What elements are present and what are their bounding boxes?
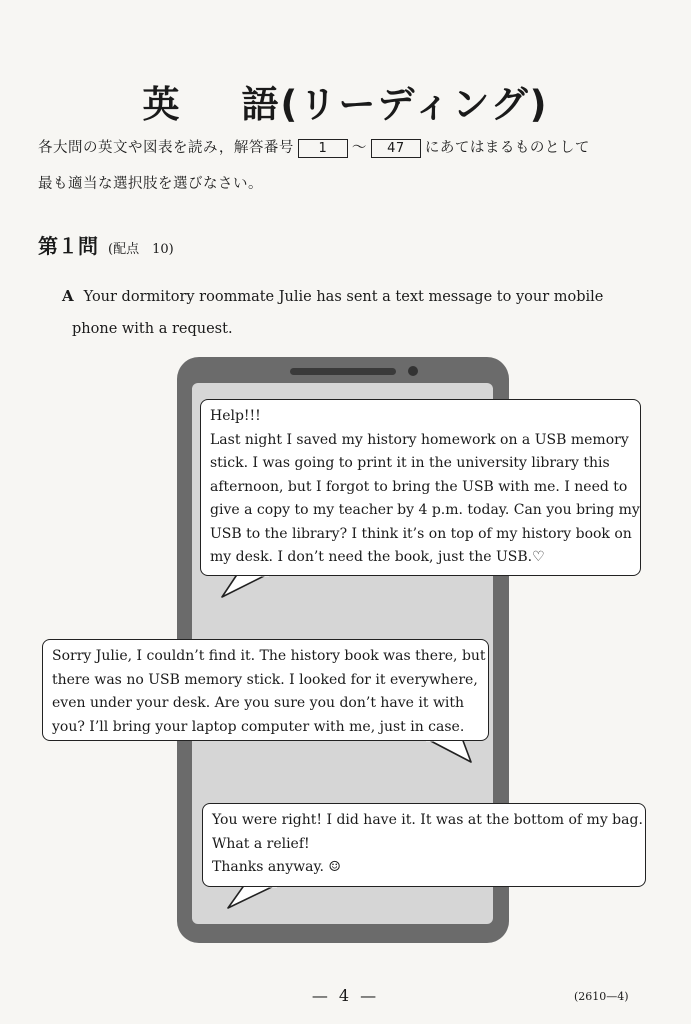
- message-bubble-julie-2: You were right! I did have it. It was at the bottom of my bag. What a relief! Thanks anyway. ☺: [202, 803, 646, 887]
- answer-number-box-end: 47: [371, 139, 421, 158]
- instructions-line-1: 各大問の英文や図表を読み，解答番号 1 ～ 47 にあてはまるものとして: [38, 140, 590, 156]
- part-a-prompt: A Your dormitory roommate Julie has sent a text message to your mobile phone with a request.: [62, 287, 604, 337]
- question-points: (配点 10): [108, 242, 174, 257]
- page-number: — 4 —: [311, 986, 380, 1005]
- instructions-line-2: 最も適当な選択肢を選びなさい。: [38, 176, 263, 192]
- message-bubble-reply: Sorry Julie, I couldn’t find it. The history book was there, but there was no USB memory stick. I looked for it everywhere, even under your desk. Are you sure you don’t have it with you? I’ll bring your laptop computer with me, just in case.: [42, 639, 489, 741]
- title-part-1: 英: [142, 83, 182, 126]
- message-bubble-julie-1: Help!!! Last night I saved my history homework on a USB memory stick. I was going to print it in the university library this afternoon, but I forgot to bring the USB with me. I need to give a copy to my teacher by 4 p.m. today. Can you bring my USB to the library? I think it’s on top of my history book on my desk. I don’t need the book, just the USB.♡: [200, 399, 641, 576]
- question-number: 第１問: [38, 234, 98, 258]
- bubble-tail-3: [228, 884, 278, 908]
- exam-code: (2610—4): [574, 990, 629, 1003]
- part-a-label: A: [62, 287, 74, 305]
- bubble-tail-2: [425, 738, 471, 762]
- answer-number-box-start: 1: [298, 139, 348, 158]
- bubble-tail-1: [222, 573, 270, 597]
- title-part-2: 語(リーディング): [241, 83, 549, 126]
